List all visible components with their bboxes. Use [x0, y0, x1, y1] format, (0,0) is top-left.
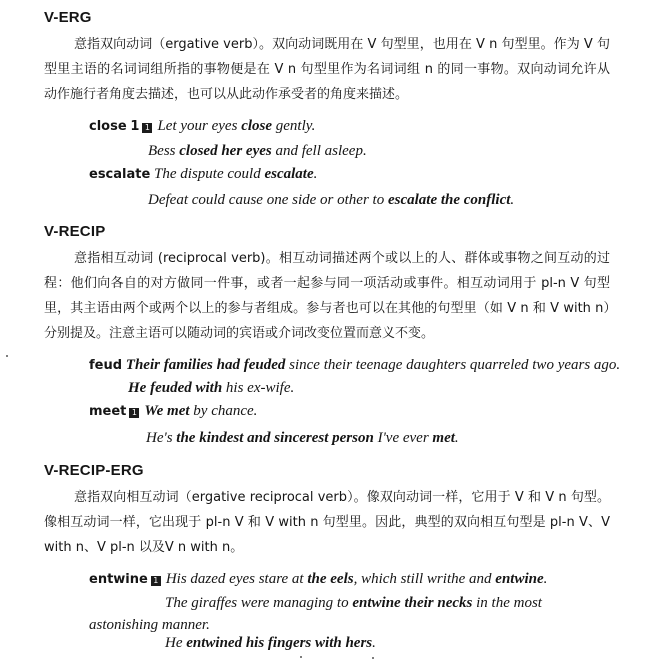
section-heading-v-recip-erg: V-RECIP-ERG [44, 462, 144, 479]
sense-box-icon: 1 [151, 576, 161, 586]
example-sentence: His dazed eyes stare at the eels, which still writhe and entwine. [165, 571, 548, 587]
entry-headword: entwine [89, 572, 148, 587]
section-description-v-erg: 意指双向动词（ergative verb）。双向动词既用在 V 句型里，也用在 V n 句型里。作为 V 句型里主语的名词词组所指的事物便是在 V n 句型里作为名词词组 n 的同一事物。双向动词允许从动作施行者角度去描述，也可以从此动作承受者的角度来描述。 [44, 37, 610, 102]
entry-headword: meet [89, 404, 127, 419]
section-heading-v-recip: V-RECIP [44, 223, 106, 240]
example-sentence: Their families had feuded since their teenage daughters quarreled two years ago. [125, 357, 621, 373]
entry-escalate-example-1 [89, 164, 317, 185]
sense-box-icon: 1 [142, 123, 152, 133]
scan-speck [300, 656, 302, 658]
entry-feud-example-1 [89, 355, 620, 376]
entry-entwine-example-3: He entwined his fingers with hers. [165, 635, 376, 651]
example-sentence: Let your eyes close gently. [157, 118, 316, 134]
entry-feud-example-2: He feuded with his ex-wife. [128, 380, 295, 396]
entry-meet-example-2: He's the kindest and sincerest person I've ever met. [146, 430, 459, 446]
scan-speck [6, 355, 8, 357]
entry-headword: escalate [89, 167, 151, 182]
entry-entwine-example-1 [89, 569, 547, 590]
entry-close-example-1 [89, 116, 315, 137]
entry-escalate-example-2: Defeat could cause one side or other to escalate the conflict. [148, 192, 515, 208]
entry-headword: feud [89, 358, 123, 373]
section-description-v-recip-erg: 意指双向相互动词（ergative reciprocal verb）。像双向动词一样，它用于 V 和 V n 句型。像相互动词一样，它出现于 pl-n V 和 V with n 句型里。因此，典型的双向相互句型是 pl-n V、V with n、V pl-n 以及V n with n。 [44, 490, 610, 555]
entry-close-example-2: Bess closed her eyes and fell asleep. [148, 143, 367, 159]
entry-meet-example-1 [89, 401, 257, 422]
sense-box-icon: 1 [129, 408, 139, 418]
entry-headword: close [89, 119, 127, 134]
example-sentence: We met by chance. [144, 403, 258, 419]
scan-speck [372, 657, 374, 659]
section-description-v-recip: 意指相互动词 (reciprocal verb)。相互动词描述两个或以上的人、群体或事物之间互动的过程：他们向各自的对方做同一件事，或者一起参与同一项活动或事件。相互动词用于 pl-n V 句型里，其主语由两个或两个以上的参与者组成。参与者也可以在其他的句型里（如 V n 和 V with n）分别提及。注意主语可以随动词的宾语或介词改变位置而意义不变。 [44, 251, 610, 341]
section-heading-v-erg: V-ERG [44, 9, 92, 26]
entry-entwine-example-2: The giraffes were managing to entwine their necks in the most astonishing manner. [89, 595, 542, 633]
sense-number: 1 [130, 119, 140, 134]
example-sentence: The dispute could escalate. [154, 166, 318, 182]
